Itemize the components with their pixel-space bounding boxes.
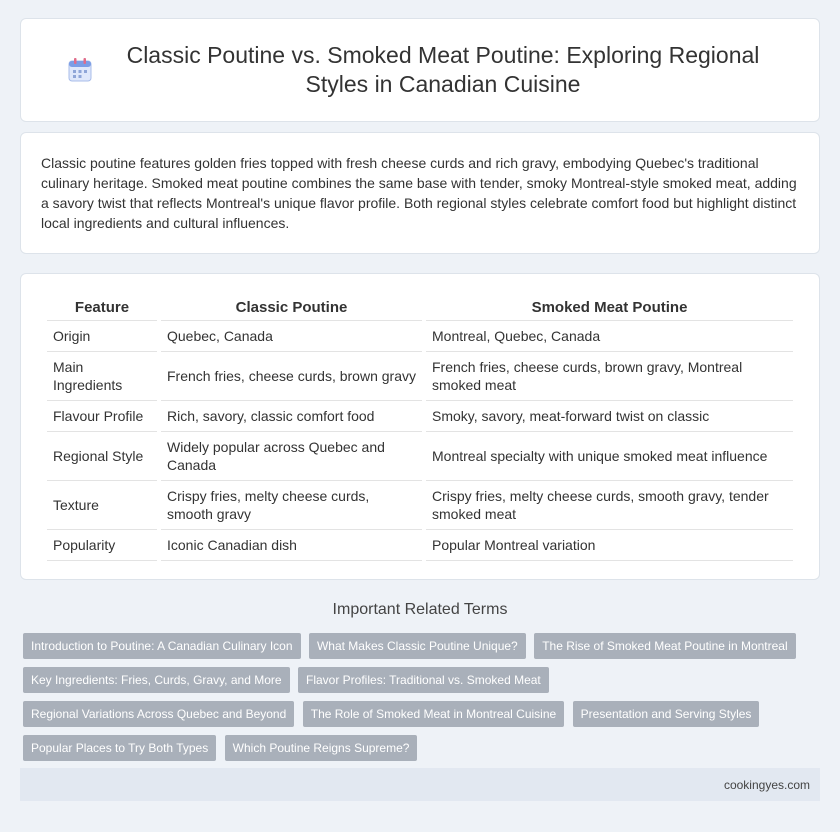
header-cell: Smoked Meat Poutine xyxy=(426,293,793,321)
title-wrap xyxy=(67,41,773,99)
intro-text: Classic poutine features golden fries topped with fresh cheese curds and rich gravy, embodying Quebec's traditional culinary heritage. Smoked meat poutine combines the same base with tender, smoky Montreal-style smoked meat, adding a savory twist that reflects Montreal's unique flavor profile. Both regional styles celebrate comfort food but highlight distinct local ingredients and cultural influences. xyxy=(41,155,797,231)
comparison-table xyxy=(43,293,797,561)
feature-cell: Origin xyxy=(47,321,157,352)
calendar-icon xyxy=(67,57,93,83)
header-cell: Classic Poutine xyxy=(161,293,422,321)
header-cell: Feature xyxy=(47,293,157,321)
table-row xyxy=(47,530,793,561)
footer-site[interactable]: cookingyes.com xyxy=(723,778,810,792)
classic-cell: Rich, savory, classic comfort food xyxy=(161,401,422,432)
feature-cell: Texture xyxy=(47,481,157,530)
intro-card xyxy=(20,132,820,254)
footer xyxy=(20,768,820,801)
classic-cell: French fries, cheese curds, brown gravy xyxy=(161,352,422,401)
smoked-cell: Popular Montreal variation xyxy=(426,530,793,561)
related-term-tag[interactable]: Key Ingredients: Fries, Curds, Gravy, and More xyxy=(23,667,290,693)
smoked-cell: Smoky, savory, meat-forward twist on classic xyxy=(426,401,793,432)
classic-cell: Crispy fries, melty cheese curds, smooth gravy xyxy=(161,481,422,530)
related-term-tag[interactable]: Regional Variations Across Quebec and Beyond xyxy=(23,701,294,727)
smoked-cell: French fries, cheese curds, brown gravy, Montreal smoked meat xyxy=(426,352,793,401)
classic-cell: Widely popular across Quebec and Canada xyxy=(161,432,422,481)
classic-cell: Iconic Canadian dish xyxy=(161,530,422,561)
classic-cell: Quebec, Canada xyxy=(161,321,422,352)
related-term-tag[interactable]: Popular Places to Try Both Types xyxy=(23,735,216,761)
table-row xyxy=(47,432,793,481)
comparison-table-card xyxy=(20,273,820,580)
table-row xyxy=(47,352,793,401)
feature-cell: Popularity xyxy=(47,530,157,561)
smoked-cell: Montreal, Quebec, Canada xyxy=(426,321,793,352)
table-row xyxy=(47,401,793,432)
related-term-tag[interactable]: Which Poutine Reigns Supreme? xyxy=(225,735,418,761)
related-term-tag[interactable]: What Makes Classic Poutine Unique? xyxy=(309,633,526,659)
title-card xyxy=(20,18,820,122)
table-header-row xyxy=(47,293,793,321)
feature-cell: Flavour Profile xyxy=(47,401,157,432)
related-terms-list xyxy=(23,633,823,769)
feature-cell: Main Ingredients xyxy=(47,352,157,401)
related-term-tag[interactable]: The Rise of Smoked Meat Poutine in Montreal xyxy=(534,633,795,659)
feature-cell: Regional Style xyxy=(47,432,157,481)
smoked-cell: Montreal specialty with unique smoked meat influence xyxy=(426,432,793,481)
related-term-tag[interactable]: Introduction to Poutine: A Canadian Culinary Icon xyxy=(23,633,301,659)
related-terms-title: Important Related Terms xyxy=(332,601,508,618)
related-term-tag[interactable]: Presentation and Serving Styles xyxy=(573,701,760,727)
table-row xyxy=(47,481,793,530)
related-term-tag[interactable]: Flavor Profiles: Traditional vs. Smoked Meat xyxy=(298,667,549,693)
related-term-tag[interactable]: The Role of Smoked Meat in Montreal Cuisine xyxy=(303,701,564,727)
page-title: Classic Poutine vs. Smoked Meat Poutine: Exploring Regional Styles in Canadian Cuisine xyxy=(126,42,760,97)
table-row xyxy=(47,321,793,352)
smoked-cell: Crispy fries, melty cheese curds, smooth gravy, tender smoked meat xyxy=(426,481,793,530)
